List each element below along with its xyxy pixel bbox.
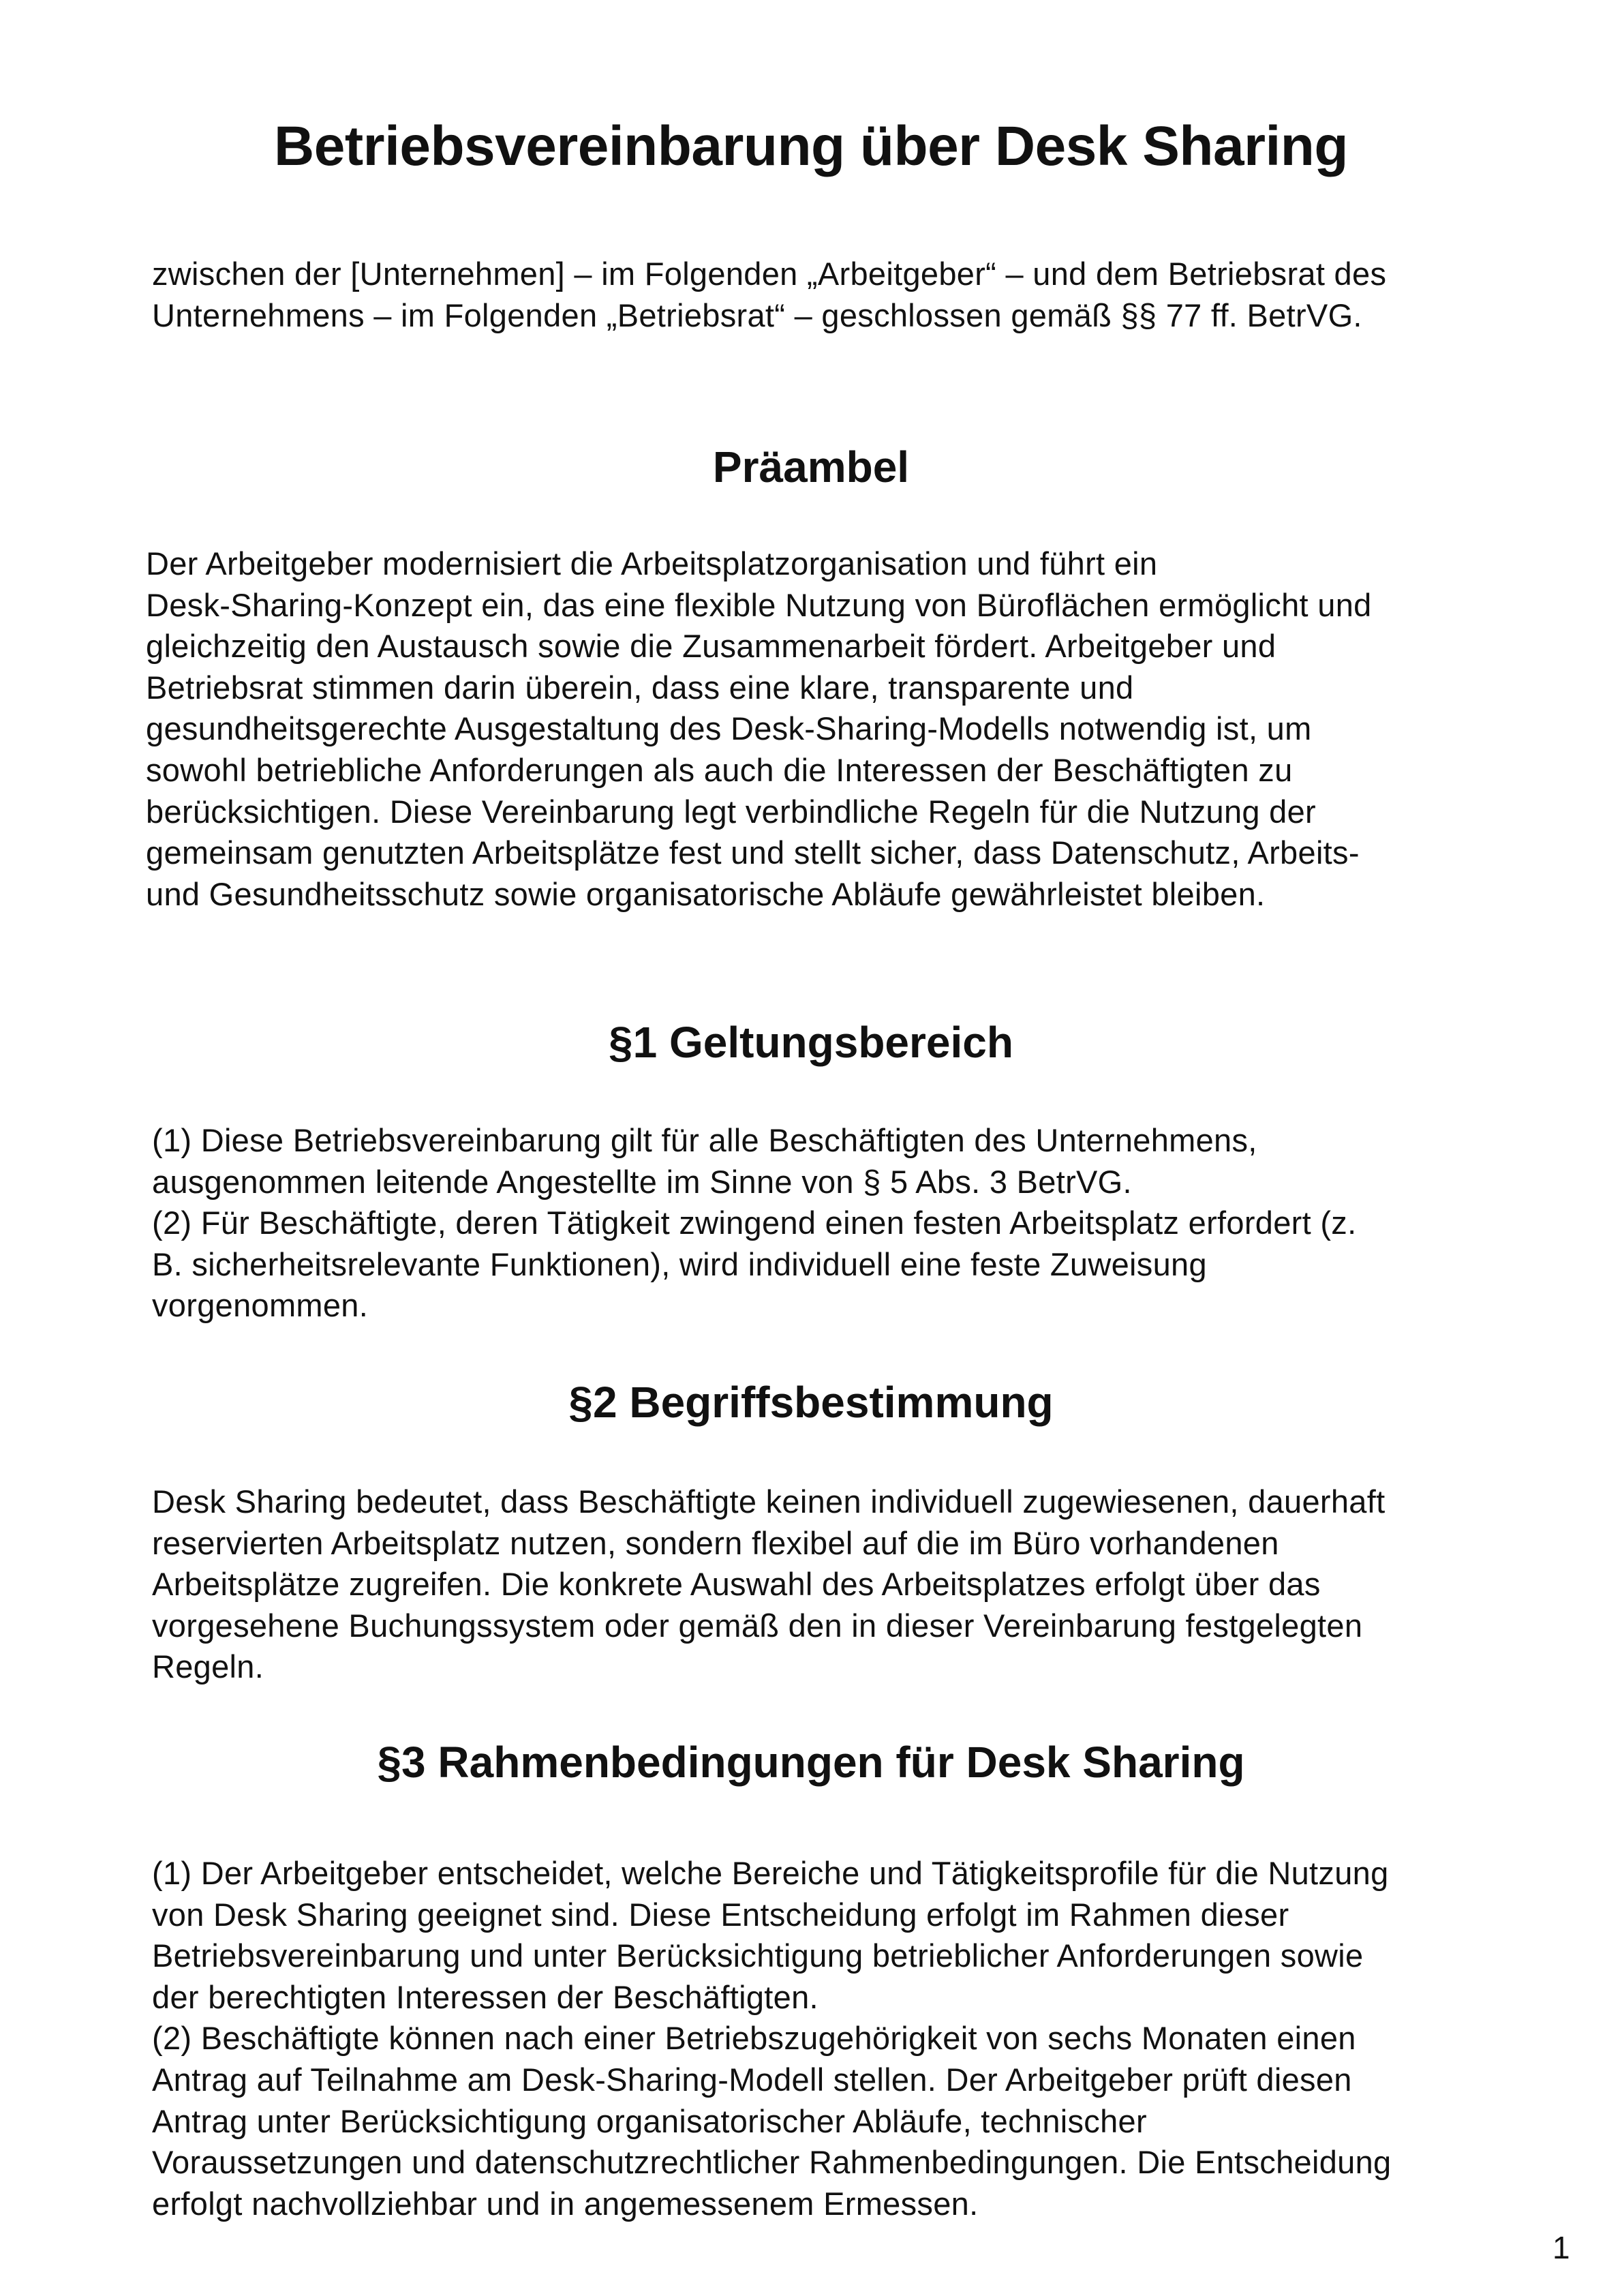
text-line: Arbeitsplätze zugreifen. Die konkrete Auswahl des Arbeitsplatzes erfolgt über das: [152, 1566, 1321, 1603]
text-line: Der Arbeitgeber modernisiert die Arbeitsplatzorganisation und führt ein: [146, 545, 1158, 581]
text-line: (1) Der Arbeitgeber entscheidet, welche Bereiche und Tätigkeitsprofile für die Nutzung: [152, 1855, 1389, 1891]
section-2-paragraph: [152, 1481, 1385, 1688]
text-line: Antrag auf Teilnahme am Desk-Sharing-Modell stellen. Der Arbeitgeber prüft diesen: [152, 2061, 1352, 2098]
text-line: der berechtigten Interessen der Beschäftigten.: [152, 1978, 818, 2015]
text-line: Voraussetzungen und datenschutzrechtlicher Rahmenbedingungen. Die Entscheidung: [152, 2144, 1392, 2181]
text-line: gemeinsam genutzten Arbeitsplätze fest und stellt sicher, dass Datenschutz, Arbeits-: [146, 834, 1360, 871]
text-line: Antrag unter Berücksichtigung organisatorischer Abläufe, technischer: [152, 2102, 1147, 2139]
intro-paragraph: [152, 254, 1386, 336]
text-line: sowohl betriebliche Anforderungen als auch die Interessen der Beschäftigten zu: [146, 751, 1293, 788]
text-line: (2) Beschäftigte können nach einer Betriebszugehörigkeit von sechs Monaten einen: [152, 2020, 1356, 2057]
section-3-paragraph: [152, 1853, 1391, 2224]
page-number: 1: [1552, 2230, 1570, 2265]
text-line: erfolgt nachvollziehbar und in angemessenem Ermessen.: [152, 2185, 979, 2222]
text-line: Desk Sharing bedeutet, dass Beschäftigte keinen individuell zugewiesenen, dauerhaft: [152, 1483, 1386, 1520]
text-line: gesundheitsgerechte Ausgestaltung des Desk-Sharing-Modells notwendig ist, um: [146, 710, 1312, 747]
text-line: Betriebsrat stimmen darin überein, dass eine klare, transparente und: [146, 669, 1134, 706]
text-line: B. sicherheitsrelevante Funktionen), wird individuell eine feste Zuweisung: [152, 1245, 1207, 1282]
preamble-paragraph: [146, 543, 1372, 915]
section-1-paragraph: [152, 1120, 1356, 1327]
text-line: (1) Diese Betriebsvereinbarung gilt für alle Beschäftigten des Unternehmens,: [152, 1122, 1257, 1158]
text-line: gleichzeitig den Austausch sowie die Zusammenarbeit fördert. Arbeitgeber und: [146, 628, 1276, 665]
text-line: (2) Für Beschäftigte, deren Tätigkeit zwingend einen festen Arbeitsplatz erfordert (z.: [152, 1205, 1357, 1241]
text-line: ausgenommen leitende Angestellte im Sinne von § 5 Abs. 3 BetrVG.: [152, 1163, 1132, 1200]
document-title: Betriebsvereinbarung über Desk Sharing: [274, 115, 1348, 177]
text-line: vorgenommen.: [152, 1287, 369, 1324]
text-line: von Desk Sharing geeignet sind. Diese Entscheidung erfolgt im Rahmen dieser: [152, 1896, 1289, 1933]
text-line: vorgesehene Buchungssystem oder gemäß den in dieser Vereinbarung festgelegten: [152, 1607, 1363, 1644]
text-line: zwischen der [Unternehmen] – im Folgenden „Arbeitgeber“ – und dem Betriebsrat des: [152, 256, 1387, 292]
section-3-heading: §3 Rahmenbedingungen für Desk Sharing: [377, 1738, 1245, 1787]
preamble-heading: Präambel: [712, 442, 910, 492]
text-line: Regeln.: [152, 1648, 264, 1685]
text-line: reservierten Arbeitsplatz nutzen, sondern flexibel auf die im Büro vorhandenen: [152, 1524, 1279, 1561]
text-line: Desk-Sharing-Konzept ein, das eine flexible Nutzung von Büroflächen ermöglicht und: [146, 586, 1372, 623]
section-2-heading: §2 Begriffsbestimmung: [568, 1378, 1054, 1427]
section-1-heading: §1 Geltungsbereich: [609, 1018, 1013, 1067]
text-line: Unternehmens – im Folgenden „Betriebsrat“ – geschlossen gemäß §§ 77 ff. BetrVG.: [152, 297, 1362, 333]
text-line: berücksichtigen. Diese Vereinbarung legt verbindliche Regeln für die Nutzung der: [146, 793, 1317, 830]
text-line: und Gesundheitsschutz sowie organisatorische Abläufe gewährleistet bleiben.: [146, 875, 1266, 912]
text-line: Betriebsvereinbarung und unter Berücksichtigung betrieblicher Anforderungen sowie: [152, 1937, 1364, 1974]
